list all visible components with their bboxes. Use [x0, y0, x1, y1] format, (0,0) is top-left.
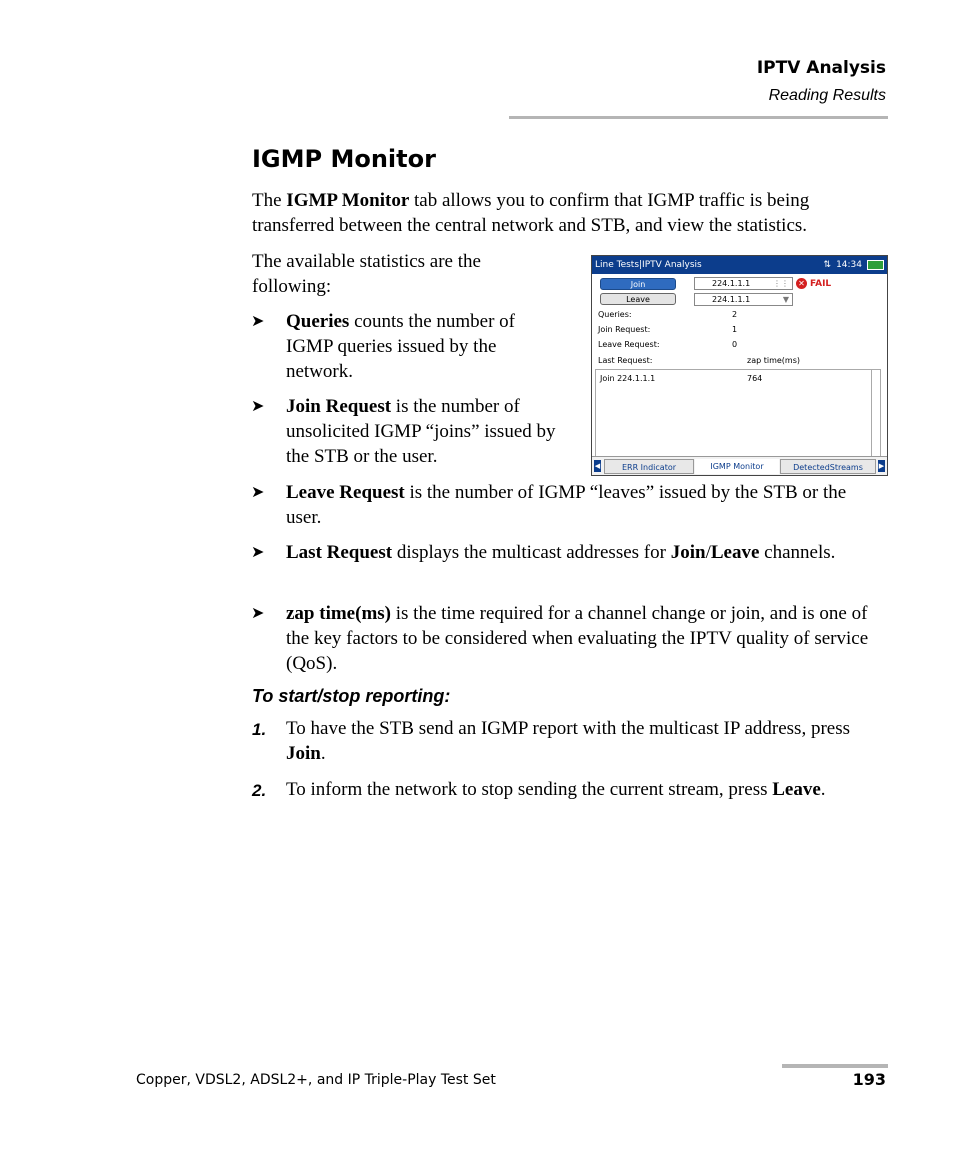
bullet-zap-time	[251, 601, 886, 676]
fail-text: FAIL	[810, 278, 832, 289]
leave-address-value: 224.1.1.1	[712, 295, 751, 304]
step-text: To inform the network to stop sending the current stream, press	[286, 779, 773, 800]
network-icon: ⇅	[823, 260, 832, 270]
step-tail: .	[320, 743, 326, 764]
join-button[interactable]: Join	[600, 278, 676, 290]
stat-label-join-request: Join Request:	[598, 325, 651, 334]
join-address-value: 224.1.1.1	[712, 279, 751, 288]
tab-bar	[592, 456, 887, 475]
procedure-step-1	[252, 716, 886, 766]
step-number: 1.	[252, 720, 267, 739]
bullet-arrow-icon: ➤	[251, 484, 265, 501]
leave-button[interactable]: Leave	[600, 293, 676, 305]
bullet-text: is the number of IGMP “leaves” issued by the STB or the user.	[286, 482, 847, 528]
bullet-arrow-icon: ➤	[251, 605, 265, 622]
header-rule	[509, 116, 888, 119]
procedure-step-2	[252, 777, 886, 802]
bullet-arrow-icon: ➤	[251, 313, 265, 330]
bullet-last-request	[251, 540, 886, 565]
bullet-leave-request	[251, 480, 886, 530]
bullet-term: Queries	[286, 311, 350, 332]
stat-value-leave-request: 0	[732, 340, 738, 349]
bullet-text: counts the number of IGMP queries issued by the network.	[286, 311, 516, 382]
intro-bold: IGMP Monitor	[286, 190, 410, 211]
bullet-arrow-icon: ➤	[251, 398, 265, 415]
bullet-text: is the number of unsolicited IGMP “joins” issued by the STB or the user.	[286, 396, 556, 467]
step-text: To have the STB send an IGMP report with the multicast IP address, press	[286, 718, 850, 739]
bullet-slash: /	[705, 542, 711, 563]
bullet-term: Join Request	[286, 396, 392, 417]
bullet-queries	[251, 309, 556, 384]
bullet-join-term: Join	[670, 542, 706, 563]
leave-address-field[interactable]	[694, 293, 793, 306]
tab-scroll-right-icon[interactable]: ▶	[878, 462, 885, 470]
join-address-field[interactable]	[694, 277, 793, 290]
stat-label-queries: Queries:	[598, 310, 632, 319]
intro-paragraph	[252, 188, 892, 238]
battery-icon	[867, 260, 884, 270]
intro-post: tab allows you to confirm that IGMP traffic is being transferred between the central network and STB, and view the statistics.	[252, 190, 810, 236]
bullet-tail: channels.	[759, 542, 836, 563]
fail-icon: ✕	[796, 278, 807, 289]
chevron-down-icon[interactable]: ▼	[782, 295, 789, 304]
keypad-icon[interactable]: ⋮⋮	[773, 279, 789, 288]
igmp-monitor-screenshot	[591, 255, 888, 476]
footer-product-name: Copper, VDSL2, ADSL2+, and IP Triple-Play Test Set	[136, 1072, 496, 1088]
stat-label-leave-request: Leave Request:	[598, 340, 660, 349]
fail-status	[796, 278, 831, 289]
section-heading: IGMP Monitor	[252, 145, 436, 173]
bullet-term: zap time(ms)	[286, 603, 391, 624]
bullet-term: Leave Request	[286, 482, 405, 503]
stat-label-last-request: Last Request:	[598, 356, 653, 365]
device-title: Line Tests|IPTV Analysis	[595, 260, 702, 270]
tab-err-indicator[interactable]: ERR Indicator	[604, 459, 694, 474]
list-item-request: Join 224.1.1.1	[600, 374, 656, 383]
stat-value-queries: 2	[732, 310, 738, 319]
page-number: 193	[852, 1070, 886, 1089]
stat-value-join-request: 1	[732, 325, 738, 334]
list-item-zap: 764	[747, 374, 763, 383]
step-tail: .	[820, 779, 826, 800]
footer-rule	[782, 1064, 888, 1068]
device-titlebar	[592, 256, 887, 274]
intro-pre: The	[252, 190, 287, 211]
bullet-text: displays the multicast addresses for	[392, 542, 671, 563]
bullet-arrow-icon: ➤	[251, 544, 265, 561]
device-clock: 14:34	[836, 260, 862, 270]
bullet-leave-term: Leave	[710, 542, 760, 563]
stat-label-zap-time: zap time(ms)	[747, 356, 800, 365]
available-statistics-text: The available statistics are the following:	[252, 251, 481, 297]
bullet-text: is the time required for a channel change or join, and is one of the key factors to be considered when evaluating the IPTV quality of service (QoS).	[286, 603, 869, 674]
step-bold: Leave	[772, 779, 821, 800]
bullet-term: Last Request	[286, 542, 393, 563]
running-header-chapter: IPTV Analysis	[756, 58, 886, 78]
procedure-title: To start/stop reporting:	[252, 686, 451, 706]
last-request-list[interactable]	[595, 369, 881, 461]
tab-igmp-monitor[interactable]: IGMP Monitor	[695, 459, 779, 474]
tab-detected-streams[interactable]: DetectedStreams	[780, 459, 876, 474]
step-bold: Join	[286, 743, 321, 764]
running-header-section: Reading Results	[768, 87, 886, 104]
bullet-join-request	[251, 394, 581, 469]
list-scrollbar[interactable]	[871, 370, 880, 460]
step-number: 2.	[252, 781, 267, 800]
tab-scroll-left-icon[interactable]: ◀	[594, 462, 601, 470]
